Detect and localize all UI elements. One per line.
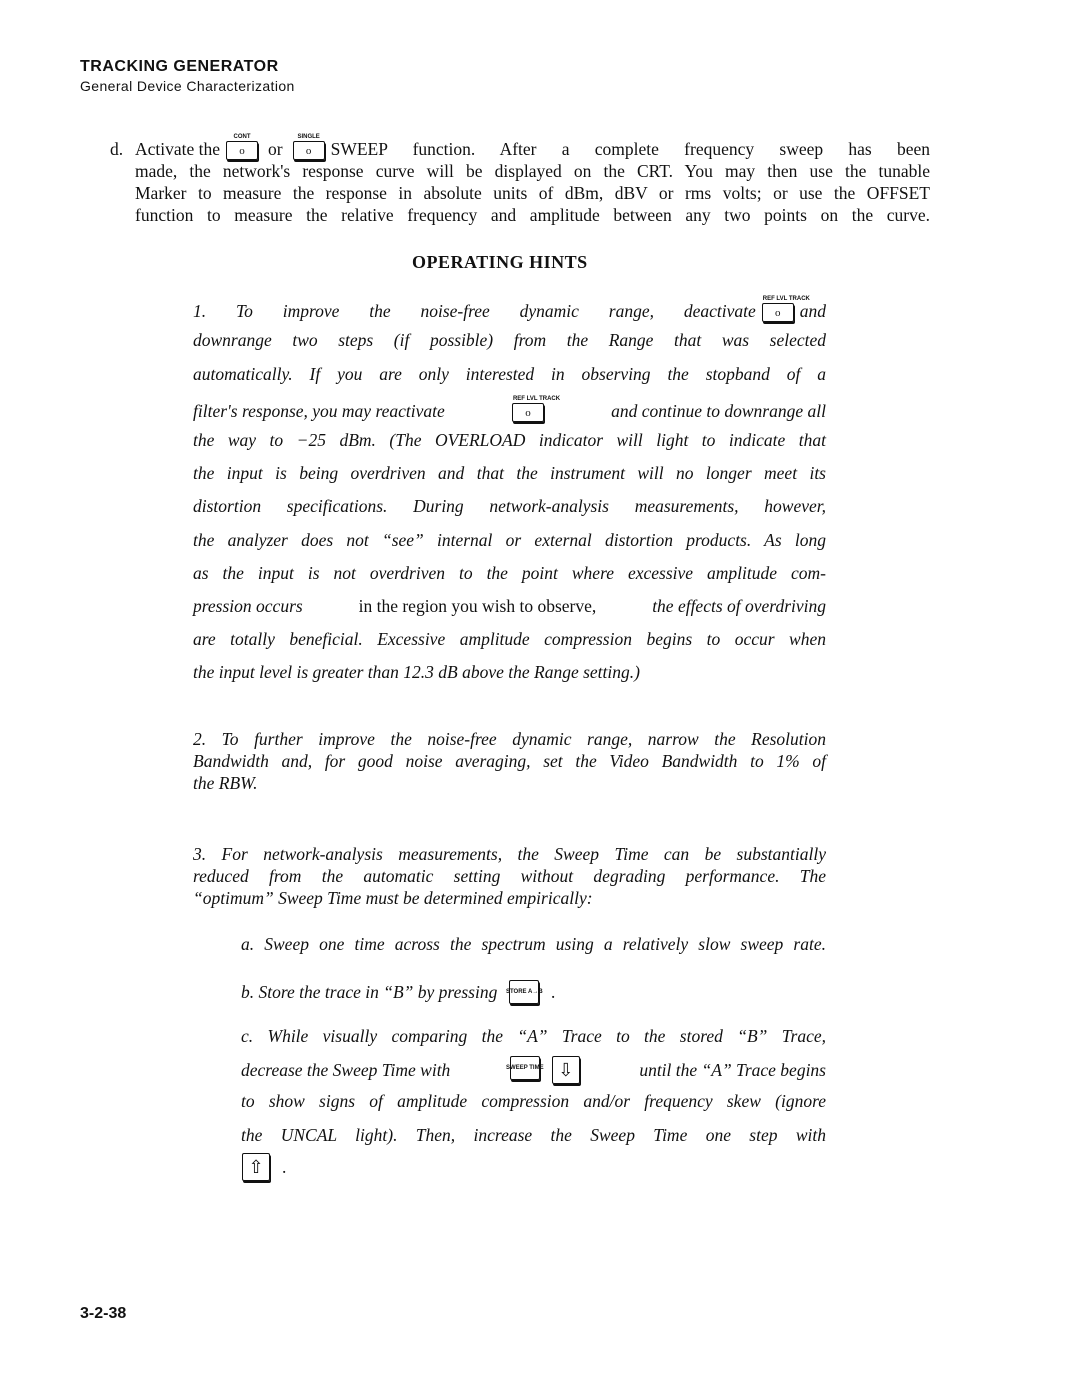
text: the input level is greater than 12.3 dB above the Range setting.) [193,662,640,682]
hint1-line-6 [193,462,826,484]
hint1-line-7 [193,495,826,517]
hint1-line-10 [193,595,826,617]
hint3-item-c-line-1 [241,1025,826,1047]
hint1-line-12 [193,661,826,683]
hint3-line-2 [193,865,826,887]
hint1-line-11 [193,628,826,650]
text: c. While visually comparing the “A” Trace to the stored “B” Trace, [241,1026,826,1046]
text: the analyzer does not “see” internal or external distortion products. As long [193,530,826,550]
single-sweep-key-icon: SINGLE o [293,134,325,160]
section-title: TRACKING GENERATOR [80,58,279,75]
text: and continue to downrange all [611,401,826,421]
key-caption: REF LVL TRACK [512,396,561,402]
key-caption: REF LVL TRACK [762,296,810,302]
text: a. Sweep one time across the spectrum using a relatively slow sweep rate. [241,934,826,954]
text: function to measure the relative frequency and amplitude between any two points on the curve. [135,205,930,225]
step-label: d. [110,139,124,159]
text: and [799,301,826,321]
step-d-line-4 [135,204,930,226]
text: the input is being overdriven and that the instrument will no longer meet its [193,463,826,483]
text: decrease the Sweep Time with [241,1060,451,1080]
text: automatically. If you are only interested in observing the stopband of a [193,364,826,384]
text: b. Store the trace in “B” by pressing [241,982,498,1002]
text: the UNCAL light). Then, increase the Sweep Time one step with [241,1125,826,1145]
text: or [268,139,283,159]
text: as the input is not overdriven to the point where excessive amplitude com- [193,563,826,583]
text: in the region you wish to observe, [358,596,597,616]
step-d-line-3 [135,182,930,204]
operating-hints-heading: OPERATING HINTS [412,252,588,272]
step-d-line-1 [110,134,930,160]
text: “optimum” Sweep Time must be determined empirically: [193,888,593,908]
text: distortion specifications. During network-analysis measurements, however, [193,496,826,516]
text: Activate the [135,139,221,159]
hint2-line-2 [193,750,826,772]
store-a-to-b-key-icon [506,980,543,1004]
up-arrow-key-icon [242,1153,270,1181]
key-label: ⇧ [242,1153,270,1181]
text: the way to −25 dBm. (The OVERLOAD indicator will light to indicate that [193,430,826,450]
hint3-line-3 [193,887,826,909]
hint3-item-c-line-5 [236,1153,286,1181]
text: Marker to measure the response in absolute units of dBm, dBV or rms volts; or use the OFFSET [135,183,930,203]
text: Bandwidth and, for good noise averaging, set the Video Bandwidth to 1% of [193,751,826,771]
ref-lvl-track-key-icon: REF LVL TRACK o [762,296,794,322]
hint3-item-c-line-3 [241,1090,826,1112]
hint1-line-8 [193,529,826,551]
text: reduced from the automatic setting without degrading performance. The [193,866,826,886]
hint3-line-1 [193,843,826,865]
text: . [282,1157,287,1177]
text: pression occurs [193,596,303,616]
hint1-line-4 [193,396,826,422]
text: to show signs of amplitude compression and/or frequency skew (ignore [241,1091,826,1111]
cont-sweep-key-icon: CONT o [226,134,258,160]
text: the RBW. [193,773,258,793]
hint3-item-a [241,933,826,955]
text: are totally beneficial. Excessive amplitude compression begins to occur when [193,629,826,649]
ref-lvl-track-key-icon: REF LVL TRACK o [512,396,544,422]
text: . [551,982,556,1002]
hint3-item-c-line-4 [241,1124,826,1146]
key-label: SWEEP TIME [510,1056,540,1080]
hint3-item-b [241,980,826,1004]
down-arrow-key-icon [552,1056,580,1084]
text: until the “A” Trace begins [639,1060,826,1080]
text: filter's response, you may reactivate [193,401,445,421]
text: SWEEP function. After a complete frequency sweep has been [330,139,930,159]
key-caption: SINGLE [297,134,320,140]
key-caption: CONT [233,134,251,140]
hint1-line-9 [193,562,826,584]
hint2-line-1 [193,728,826,750]
page-number: 3-2-38 [80,1305,127,1322]
hint1-line-5 [193,429,826,451]
key-label: ⇩ [552,1056,580,1084]
text: made, the network's response curve will be displayed on the CRT. You may then use the tunable [135,161,930,181]
hint1-line-1 [193,296,826,322]
hint2-line-3 [193,772,826,794]
step-d-line-2 [135,160,930,182]
sweep-time-key-icon [506,1056,544,1084]
text: 3. For network-analysis measurements, the Sweep Time can be substantially [193,844,826,864]
text: 1. To improve the noise-free dynamic range, deactivate [193,301,756,321]
hint1-line-2 [193,329,826,351]
text: downrange two steps (if possible) from the Range that was selected [193,330,826,350]
text: 2. To further improve the noise-free dynamic range, narrow the Resolution [193,729,826,749]
text: the effects of overdriving [652,596,826,616]
hint3-item-c-line-2 [241,1056,826,1084]
key-label: STORE A→B [509,980,539,1004]
hint1-line-3 [193,363,826,385]
section-subtitle: General Device Characterization [80,78,295,94]
